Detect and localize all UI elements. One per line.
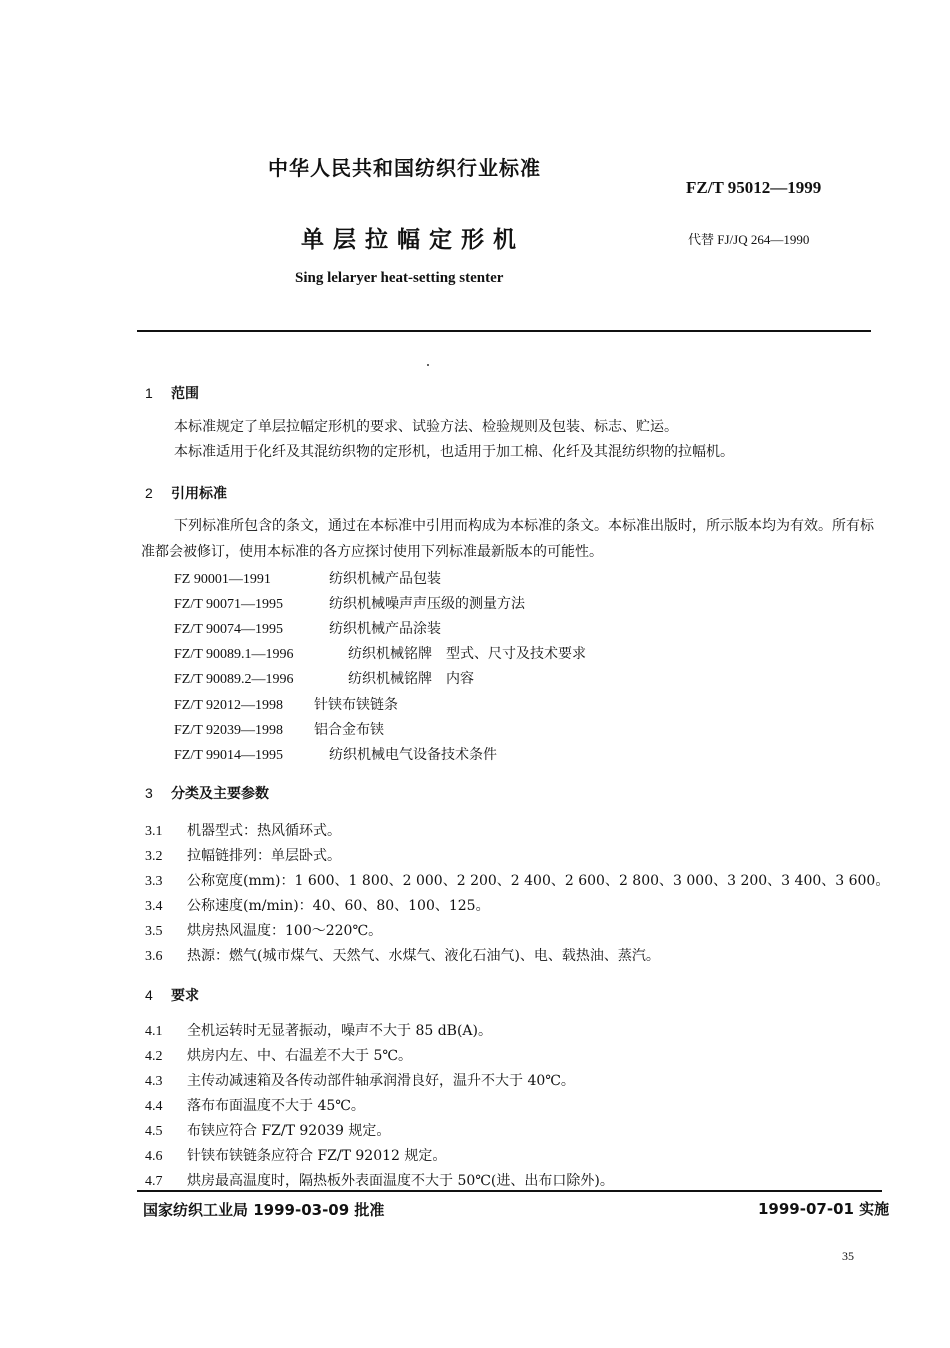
reference-code: FZ/T 90071—1995: [174, 597, 284, 612]
reference-code: FZ/T 90074—1995: [174, 622, 284, 637]
section-1-heading: [145, 383, 199, 403]
page-number: 35: [842, 1249, 854, 1263]
scope-paragraph-2: 本标准适用于化纤及其混纺织物的定形机，也适用于加工棉、化纤及其混纺织物的拉幅机。: [174, 444, 734, 460]
clause-number: 4.7: [145, 1174, 163, 1189]
clause-item: [145, 895, 490, 915]
clause-number: 3.4: [145, 899, 163, 914]
clause-number: 4.2: [145, 1049, 163, 1064]
section-number: 2: [145, 485, 153, 501]
reference-code: FZ/T 99014—1995: [174, 748, 284, 763]
reference-title: 纺织机械铭牌 型式、尺寸及技术要求: [348, 646, 586, 662]
clause-item: [145, 870, 889, 890]
clause-text: 机器型式：热风循环式。: [187, 823, 341, 839]
section-number: 3: [145, 785, 153, 801]
section-number: 1: [145, 385, 153, 401]
clause-text: 布铗应符合 FZ/T 92039 规定。: [187, 1123, 391, 1139]
replaces-note: 代替 FJ/JQ 264—1990: [688, 232, 810, 247]
clause-item: [145, 845, 341, 865]
reference-title: 纺织机械铭牌 内容: [348, 671, 474, 687]
clause-text: 落布布面温度不大于 45℃。: [187, 1098, 365, 1114]
clause-item: [145, 820, 341, 840]
clause-number: 3.3: [145, 874, 163, 889]
clause-text: 主传动减速箱及各传动部件轴承润滑良好，温升不大于 40℃。: [187, 1073, 575, 1089]
section-title: 分类及主要参数: [171, 786, 269, 802]
reference-item: [174, 618, 441, 638]
reference-item: [174, 643, 586, 663]
reference-code: FZ/T 90089.1—1996: [174, 647, 294, 662]
clause-text: 拉幅链排列：单层卧式。: [187, 848, 341, 864]
reference-code: FZ 90001—1991: [174, 572, 271, 587]
english-title: Sing lelaryer heat-setting stenter: [295, 270, 504, 286]
clause-item: [145, 1020, 492, 1040]
document-title: 单层拉幅定形机: [301, 227, 525, 253]
clause-item: [145, 1145, 446, 1165]
clause-text: 公称速度(m/min)：40、60、80、100、125。: [187, 898, 490, 914]
section-4-heading: [145, 985, 199, 1005]
section-title: 引用标准: [171, 486, 227, 502]
clause-item: [145, 1045, 412, 1065]
clause-item: [145, 920, 382, 940]
reference-item: [174, 668, 474, 688]
clause-item: [145, 1170, 614, 1190]
clause-text: 烘房最高温度时，隔热板外表面温度不大于 50℃(进、出布口除外)。: [187, 1173, 614, 1189]
clause-number: 3.6: [145, 949, 163, 964]
clause-text: 热源：燃气(城市煤气、天然气、水煤气、液化石油气)、电、载热油、蒸汽。: [187, 948, 660, 964]
clause-text: 针铗布铗链条应符合 FZ/T 92012 规定。: [187, 1148, 447, 1164]
scope-paragraph-1: 本标准规定了单层拉幅定形机的要求、试验方法、检验规则及包装、标志、贮运。: [174, 419, 678, 435]
reference-title: 铝合金布铗: [314, 722, 384, 738]
normative-references-intro: 下列标准所包含的条文，通过在本标准中引用而构成为本标准的条文。本标准出版时，所示版本均为有效。所有标准都会被修订，使用本标准的各方应探讨使用下列标准最新版本的可能性。: [141, 518, 874, 560]
clause-number: 4.3: [145, 1074, 163, 1089]
clause-number: 3.2: [145, 849, 163, 864]
section-2-heading: [145, 483, 227, 503]
section-3-heading: [145, 783, 269, 803]
reference-code: FZ/T 92039—1998: [174, 723, 284, 738]
reference-title: 纺织机械产品包装: [329, 571, 441, 587]
clause-item: [145, 1070, 575, 1090]
clause-item: [145, 945, 660, 965]
approval-line: 国家纺织工业局 1999-03-09 批准: [143, 1201, 385, 1219]
clause-item: [145, 1120, 390, 1140]
clause-text: 全机运转时无显著振动，噪声不大于 85 dB(A)。: [187, 1023, 492, 1039]
reference-title: 针铗布铗链条: [314, 697, 398, 713]
reference-title: 纺织机械电气设备技术条件: [329, 747, 497, 763]
reference-item: [174, 719, 384, 739]
clause-text: 烘房热风温度：100～220℃。: [187, 923, 383, 939]
reference-item: [174, 744, 497, 764]
implementation-date: 1999-07-01 实施: [758, 1200, 890, 1218]
clause-item: [145, 1095, 365, 1115]
clause-number: 3.1: [145, 824, 163, 839]
reference-item: [174, 694, 398, 714]
section-title: 要求: [171, 988, 199, 1004]
clause-text: 公称宽度(mm)：1 600、1 800、2 000、2 200、2 400、2 600、2 800、3 000、3 200、3 400、3 600。: [187, 873, 890, 889]
reference-code: FZ/T 90089.2—1996: [174, 672, 294, 687]
reference-title: 纺织机械噪声声压级的测量方法: [329, 596, 525, 612]
clause-number: 4.6: [145, 1149, 163, 1164]
clause-number: 3.5: [145, 924, 163, 939]
clause-number: 4.1: [145, 1024, 163, 1039]
clause-number: 4.5: [145, 1124, 163, 1139]
reference-code: FZ/T 92012—1998: [174, 698, 284, 713]
reference-item: [174, 593, 525, 613]
standard-number: FZ/T 95012—1999: [686, 178, 822, 197]
clause-number: 4.4: [145, 1099, 163, 1114]
header-divider: [137, 330, 871, 332]
section-title: 范围: [171, 386, 199, 402]
issuing-body-heading: 中华人民共和国纺织行业标准: [268, 156, 541, 180]
reference-item: [174, 568, 441, 588]
clause-text: 烘房内左、中、右温差不大于 5℃。: [187, 1048, 413, 1064]
reference-title: 纺织机械产品涂装: [329, 621, 441, 637]
scan-speck: [427, 364, 429, 366]
footer-divider: [137, 1190, 882, 1192]
section-number: 4: [145, 987, 153, 1003]
